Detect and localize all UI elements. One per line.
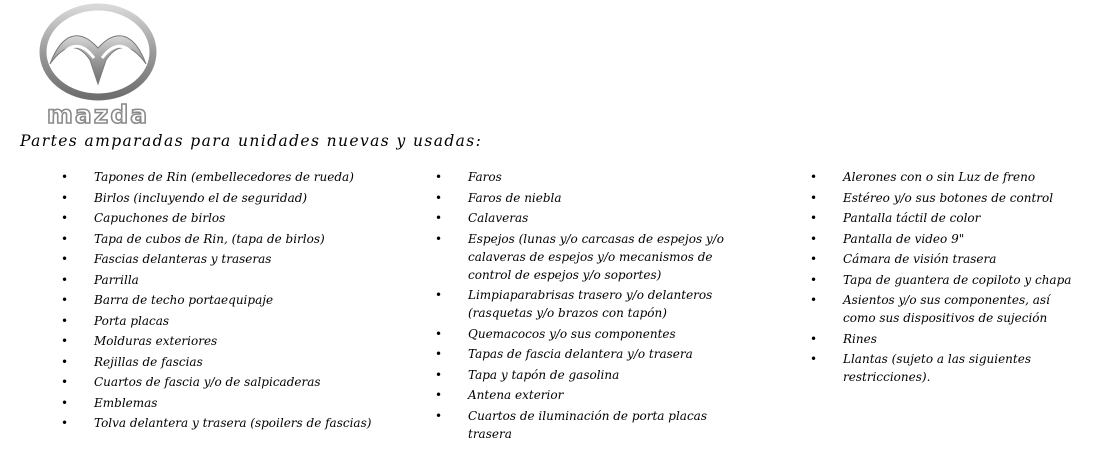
bullet-icon: • [61,354,69,369]
list-item-text: Asientos y/o sus componentes, así como sus dispositivos de sujeción [843,293,1050,325]
list-item [810,271,1083,289]
list-item-text: Cuartos de fascia y/o de salpicaderas [94,375,321,389]
list-item [810,209,1083,227]
bullet-icon: • [810,190,818,205]
list-item [435,325,730,343]
list-item [810,250,1083,268]
list-item [810,291,1083,327]
bullet-icon: • [61,170,69,184]
list-item-text: Tolva delantera y trasera (spoilers de fascias) [94,416,372,430]
list-item [61,332,374,350]
list-item-text: Cámara de visión trasera [843,252,997,266]
list-item-text: Rines [843,331,877,346]
list-item [61,373,374,391]
bullet-icon: • [435,367,443,382]
svg-text:mazda: mazda [46,100,150,127]
list-item-text: Estéreo y/o sus botones de control [843,190,1054,205]
bullet-icon: • [435,326,443,341]
list-item [435,366,730,384]
list-item [61,209,374,227]
bullet-icon: • [61,313,69,328]
list-item [810,168,1083,186]
bullet-icon: • [435,231,443,246]
list-item-text: Faros de niebla [468,190,562,205]
list-item-text: Cuartos de iluminación de porta placas trasera [468,408,707,441]
list-item-text: Faros [468,170,502,184]
list-item [61,189,374,207]
list-item-text: Espejos (lunas y/o carcasas de espejos y/o calaveras de espejos y/o mecanismos de control de espejos y/o soportes) [468,231,724,282]
list-item [61,230,374,248]
list-item [61,271,374,289]
page-heading: Partes amparadas para unidades nuevas y usadas: [20,132,483,150]
bullet-icon: • [810,252,818,266]
bullet-icon: • [810,211,818,225]
list-item-text: Antena exterior [468,388,564,402]
bullet-icon: • [61,190,69,205]
bullet-icon: • [435,408,443,423]
list-item [61,414,374,432]
list-item [810,350,1083,386]
list-item-text: Tapas de fascia delantera y/o trasera [468,347,693,361]
list-item-text: Alerones con o sin Luz de freno [843,170,1036,184]
list-item [61,394,374,412]
list-item [435,286,730,322]
list-item-text: Fascias delanteras y traseras [94,252,272,266]
list-item-text: Quemacocos y/o sus componentes [468,326,676,341]
bullet-icon: • [810,272,818,287]
list-item [810,189,1083,207]
bullet-icon: • [61,272,69,287]
list-item [435,345,730,363]
list-item-text: Capuchones de birlos [94,211,226,225]
list-item-text: Pantalla de video 9" [843,231,965,246]
list-item-text: Tapa y tapón de gasolina [468,367,620,382]
list-item [61,250,374,268]
bullet-icon: • [435,288,443,302]
list-item [435,189,730,207]
list-item-text: Tapones de Rin (embellecedores de rueda) [94,170,354,184]
list-item [810,230,1083,248]
list-item-text: Barra de techo portaequipaje [94,293,274,307]
list-item [435,168,730,186]
list-item-text: Pantalla táctil de color [843,211,981,225]
list-item-text: Emblemas [94,395,158,410]
bullet-icon: • [61,252,69,266]
mazda-logo-icon [28,2,168,127]
list-item [61,168,374,186]
list-item-text: Parrilla [94,272,139,287]
list-item-text: Birlos (incluyendo el de seguridad) [94,190,308,205]
bullet-icon: • [435,388,443,402]
parts-list-column-3 [810,168,1083,389]
list-item-text: Rejillas de fascias [94,354,203,369]
list-item-text: Porta placas [94,313,170,328]
parts-list-column-2 [435,168,730,445]
list-item [61,353,374,371]
bullet-icon: • [61,211,69,225]
list-item [61,312,374,330]
bullet-icon: • [435,190,443,205]
bullet-icon: • [435,170,443,184]
list-item [435,230,730,284]
bullet-icon: • [810,352,818,366]
bullet-icon: • [61,293,69,307]
list-item [435,407,730,443]
list-item [435,386,730,404]
list-item-text: Llantas (sujeto a las siguientes restricciones). [843,352,1031,384]
bullet-icon: • [810,293,818,307]
bullet-icon: • [61,395,69,410]
parts-list-column-1 [61,168,374,435]
bullet-icon: • [810,231,818,246]
bullet-icon: • [61,375,69,389]
list-item [435,209,730,227]
list-item [810,330,1083,348]
bullet-icon: • [61,416,69,430]
list-item [61,291,374,309]
bullet-icon: • [435,211,443,225]
list-item-text: Limpiaparabrisas trasero y/o delanteros (rasquetas y/o brazos con tapón) [468,288,713,320]
bullet-icon: • [435,347,443,361]
bullet-icon: • [810,331,818,346]
bullet-icon: • [61,231,69,246]
mazda-logo [28,2,168,127]
list-item-text: Tapa de cubos de Rin, (tapa de birlos) [94,231,325,246]
bullet-icon: • [810,170,818,184]
bullet-icon: • [61,334,69,348]
list-item-text: Tapa de guantera de copiloto y chapa [843,272,1072,287]
list-item-text: Molduras exteriores [94,334,218,348]
list-item-text: Calaveras [468,211,529,225]
